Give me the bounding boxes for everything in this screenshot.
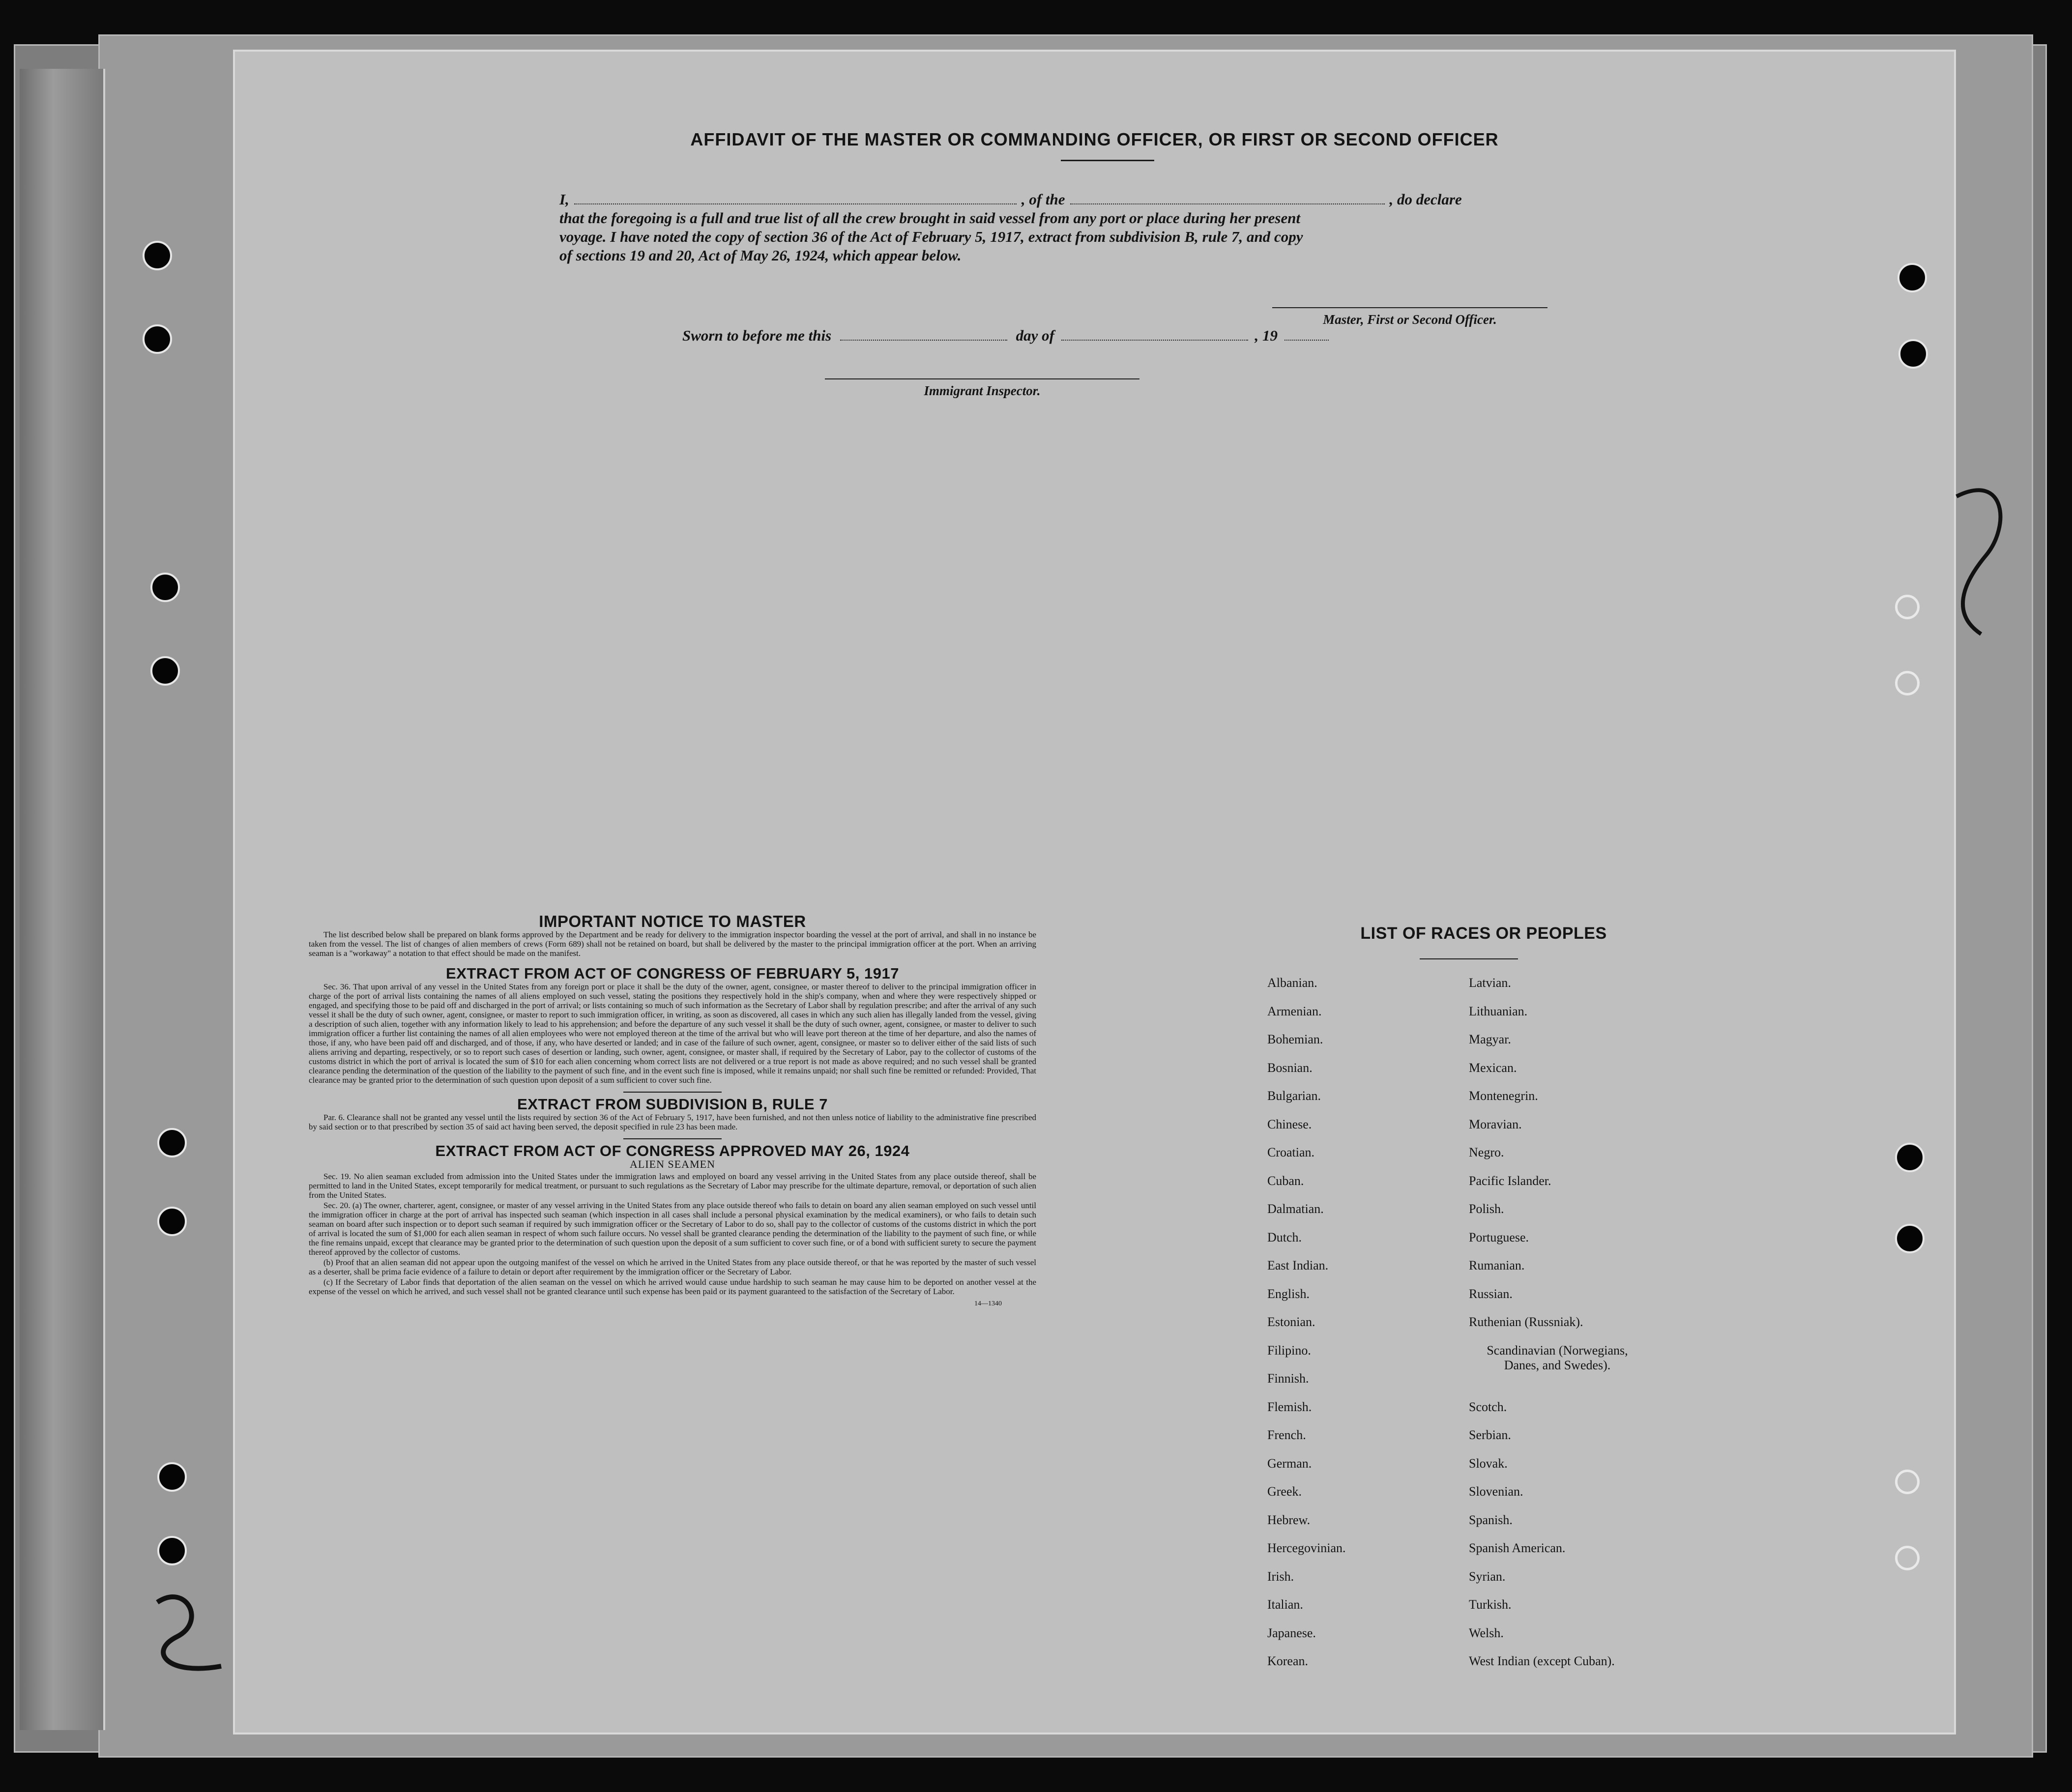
extract-1924-title: EXTRACT FROM ACT OF CONGRESS APPROVED MAY 26, 1924 [435, 1142, 910, 1159]
race-item: Latvian. [1469, 976, 1511, 990]
race-item: Greek. [1267, 1484, 1302, 1499]
binding-hole [1897, 263, 1927, 292]
race-item: Welsh. [1469, 1625, 1504, 1640]
race-item: Slovak. [1469, 1456, 1508, 1471]
alien-seamen-subtitle: ALIEN SEAMEN [630, 1158, 715, 1170]
pencil-loop-scribble [1947, 467, 2015, 644]
race-item: Turkish. [1469, 1597, 1512, 1612]
race-item: Moravian. [1469, 1117, 1522, 1131]
sworn-label: Sworn to before me this [682, 327, 832, 344]
declaration-start: I, [559, 191, 569, 208]
pen-scribble [147, 1583, 236, 1681]
sworn-year-field[interactable] [1284, 329, 1329, 341]
reinforcement-ring [1895, 595, 1920, 619]
binding-hole [157, 1462, 187, 1492]
binding-hole [1895, 1224, 1925, 1253]
binding-hole [157, 1207, 187, 1236]
race-item: Hebrew. [1267, 1512, 1311, 1527]
race-item: Russian. [1469, 1286, 1513, 1301]
race-item: Dutch. [1267, 1230, 1302, 1244]
race-item: French. [1267, 1428, 1306, 1442]
race-item: Pacific Islander. [1469, 1173, 1551, 1188]
binding-hole [157, 1128, 187, 1157]
title-rule [1061, 160, 1154, 161]
vessel-name-field[interactable] [1070, 192, 1385, 204]
inspector-signature-line[interactable] [825, 378, 1139, 399]
race-item: Armenian. [1267, 1004, 1322, 1018]
race-item: Korean. [1267, 1654, 1309, 1668]
race-item: Hercegovinian. [1267, 1541, 1346, 1555]
race-item: Lithuanian. [1469, 1004, 1528, 1018]
extract-rule7-title: EXTRACT FROM SUBDIVISION B, RULE 7 [517, 1096, 828, 1113]
sworn-day-field[interactable] [840, 329, 1007, 341]
race-item: Dalmatian. [1267, 1202, 1324, 1216]
declaration-line-4: of sections 19 and 20, Act of May 26, 1924, which appear below. [559, 247, 962, 264]
binding-strip [20, 69, 105, 1730]
affidavit-title: AFFIDAVIT OF THE MASTER OR COMMANDING OFFICER, OR FIRST OR SECOND OFFICER [690, 129, 1499, 149]
year-label: , 19 [1255, 327, 1278, 344]
sworn-line [682, 327, 1329, 345]
master-name-field[interactable] [574, 192, 1017, 204]
notice-body: The list described below shall be prepared on blank forms approved by the Department and be ready for delivery to the immigration inspector boarding the vessel at the port of arrival, and shall in no instance be taken from the vessel. The list of changes of alien members of crews (Form 689) shall not be retained on board, but shall be delivered by the master to the principal immigration officer at the port. When an arriving seaman is a "workaway" a notation to that effect should be made on the manifest. [309, 930, 1036, 958]
binding-hole [1898, 339, 1928, 369]
binding-hole [157, 1536, 187, 1565]
reinforcement-ring [1895, 1470, 1920, 1494]
declaration-line-2: that the foregoing is a full and true list of all the crew brought in said vessel from any port or place during her present [559, 209, 1301, 227]
race-item: Spanish. [1469, 1512, 1513, 1527]
binding-hole [143, 241, 172, 270]
race-item: Negro. [1469, 1145, 1504, 1159]
race-item: Estonian. [1267, 1315, 1315, 1329]
race-item: Filipino. [1267, 1343, 1311, 1358]
section-19: Sec. 19. No alien seaman excluded from admission into the United States under the immigration laws and employed on board any vessel arriving in the United States from any place outside thereof, shall be permitted to land in the United States, except temporarily for medical treatment, or pursuant to such regulations as the Secretary of Labor may prescribe for the ultimate departure, removal, or deportation of such alien from the United States. [309, 1172, 1036, 1200]
race-item: Slovenian. [1469, 1484, 1523, 1499]
master-signature-line[interactable] [1272, 307, 1547, 327]
races-title: LIST OF RACES OR PEOPLES [1360, 924, 1607, 943]
form-sheet [235, 52, 1954, 1733]
divider [623, 1092, 722, 1093]
affidavit-declaration [559, 190, 1818, 265]
declaration-end: , do declare [1389, 191, 1462, 208]
race-item: Albanian. [1267, 976, 1317, 990]
race-item: Japanese. [1267, 1625, 1316, 1640]
notice-block [309, 912, 1036, 1308]
section-20a: Sec. 20. (a) The owner, charterer, agent, consignee, or master of any vessel arriving in the United States from any place outside thereof who fails to detain on board any alien seaman employed on such vessel until the immigration officer in charge at the port of arrival has inspected such seaman (which inspection in all cases shall include a personal physical examination by the medical examiners), or who fails to detain such seaman on board after such inspection or to deport such seaman if required by such immigration officer or the Secretary of Labor to do so, shall pay to the collector of customs of the customs district in which the port of arrival is located the sum of $1,000 for each alien seaman in respect of whom such failure occurs. No vessel shall be granted clearance pending the determination of the liability to the payment of such fine, or while the fine remains unpaid, except that clearance may be granted prior to the determination of such question upon the deposit of a sum sufficient to cover such fine, or of a bond with sufficient surety to secure the payment thereof approved by the collector of customs. [309, 1201, 1036, 1257]
race-item: Scotch. [1469, 1399, 1507, 1414]
day-of-label: day of [1016, 327, 1054, 344]
declaration-line-3: voyage. I have noted the copy of section 36 of the Act of February 5, 1917, extract from subdivision B, rule 7, and copy [559, 228, 1303, 245]
inspector-label: Immigrant Inspector. [924, 383, 1041, 398]
race-item: Italian. [1267, 1597, 1303, 1612]
extract-rule7-body: Par. 6. Clearance shall not be granted any vessel until the lists required by section 36 of the Act of February 5, 1917, have been furnished, and not then unless notice of liability to the administrative fine prescribed by said section or to that prescribed by section 35 of said act having been served, the deposit specified in rule 23 has been made. [309, 1113, 1036, 1131]
section-20b: (b) Proof that an alien seaman did not appear upon the outgoing manifest of the vessel on which he arrived in the United States from any place outside thereof, or that he was reported by the master of such vessel as a deserter, shall be prima facie evidence of a failure to detain or deport after requirement by the immigration officer or the Secretary of Labor. [309, 1258, 1036, 1276]
binding-hole [150, 573, 180, 602]
declaration-vessel-label: , of the [1021, 191, 1065, 208]
race-item: Irish. [1267, 1569, 1294, 1584]
race-item: Polish. [1469, 1202, 1504, 1216]
binding-hole [143, 324, 172, 354]
race-item: Bohemian. [1267, 1032, 1323, 1046]
race-item: Mexican. [1469, 1060, 1517, 1075]
extract-1917-title: EXTRACT FROM ACT OF CONGRESS OF FEBRUARY 5, 1917 [446, 965, 899, 982]
race-item: Portuguese. [1469, 1230, 1529, 1244]
race-item: English. [1267, 1286, 1310, 1301]
race-item: Croatian. [1267, 1145, 1315, 1159]
master-signature-label: Master, First or Second Officer. [1323, 312, 1497, 327]
form-number: 14—1340 [974, 1300, 1002, 1307]
race-item: Ruthenian (Russniak). [1469, 1315, 1583, 1329]
race-item: Montenegrin. [1469, 1089, 1538, 1103]
race-item: Bosnian. [1267, 1060, 1313, 1075]
section-20c: (c) If the Secretary of Labor finds that deportation of the alien seaman on the vessel on which he arrived would cause undue hardship to such seaman he may cause him to be deported on another vessel at the expense of the vessel on which he arrived, and such vessel shall not be granted clearance until such expense has been paid or its payment guaranteed to the satisfaction of the Secretary of Labor. [309, 1277, 1036, 1296]
declaration-line [559, 190, 1818, 209]
binding-hole [1895, 1143, 1925, 1172]
reinforcement-ring [1895, 1546, 1920, 1570]
race-item: Scandinavian (Norwegians, Danes, and Swedes). [1487, 1343, 1628, 1372]
race-item: Cuban. [1267, 1173, 1304, 1188]
races-title-rule [1420, 958, 1518, 959]
reinforcement-ring [1895, 671, 1920, 695]
race-item: East Indian. [1267, 1258, 1329, 1272]
race-item: German. [1267, 1456, 1312, 1471]
race-item: Syrian. [1469, 1569, 1506, 1584]
race-item: Finnish. [1267, 1371, 1309, 1386]
sworn-month-field[interactable] [1061, 329, 1248, 341]
extract-1917-body: Sec. 36. That upon arrival of any vessel in the United States from any foreign port or place it shall be the duty of the owner, agent, consignee, or master thereof to deliver to the principal immigration officer in charge of the port of arrival lists containing the names of all aliens employed on such vessel, stating the positions they respectively hold in the ship's company, when and where they were respectively shipped or engaged, and specifying those to be paid off and discharged in the port of arrival; or lists containing so much of such information as the Secretary of Labor shall by regulation prescribe; and after the arrival of any such vessel it shall be the duty of such owner, agent, consignee, or master to report to such immigration officer, in writing, as soon as discovered, all cases in which any such alien has illegally landed from the vessel, giving a description of such alien, together with any information likely to lead to his apprehension; and before the departure of any such vessel it shall be the duty of such owner, agent, consignee, or master to deliver to such immigration officer a further list containing the names of all alien employees who were not employed thereon at the time of the arrival but who will leave port thereon at the time of her departure, and also the names of those, if any, who have been paid off and discharged, and of those, if any, who have deserted or landed; and in case of the failure of such owner, agent, consignee, or master so to deliver either of the said lists of such aliens arriving and departing, respectively, or so to report such cases of desertion or landing, such owner, agent, consignee, or master shall, if required by the Secretary of Labor, pay to the collector of customs of the customs district in which the port of arrival is located the sum of $10 for each alien concerning whom correct lists are not delivered or a true report is not made as above required; and no such vessel shall be granted clearance pending the determination of the question of the liability to the payment of such fine, and in the event such fine is imposed, while it remains unpaid; nor shall such fine be remitted or refunded: Provided, That clearance may be granted prior to the determination of such question upon deposit of a sum sufficient to cover such fine. [309, 982, 1036, 1085]
race-item: Magyar. [1469, 1032, 1511, 1046]
binding-hole [150, 656, 180, 686]
race-item: Chinese. [1267, 1117, 1312, 1131]
divider [623, 1138, 722, 1139]
race-item: West Indian (except Cuban). [1469, 1654, 1615, 1668]
notice-title: IMPORTANT NOTICE TO MASTER [539, 912, 806, 930]
race-item: Serbian. [1469, 1428, 1511, 1442]
race-item: Rumanian. [1469, 1258, 1525, 1272]
race-item: Spanish American. [1469, 1541, 1566, 1555]
race-item: Bulgarian. [1267, 1089, 1321, 1103]
race-item: Flemish. [1267, 1399, 1312, 1414]
